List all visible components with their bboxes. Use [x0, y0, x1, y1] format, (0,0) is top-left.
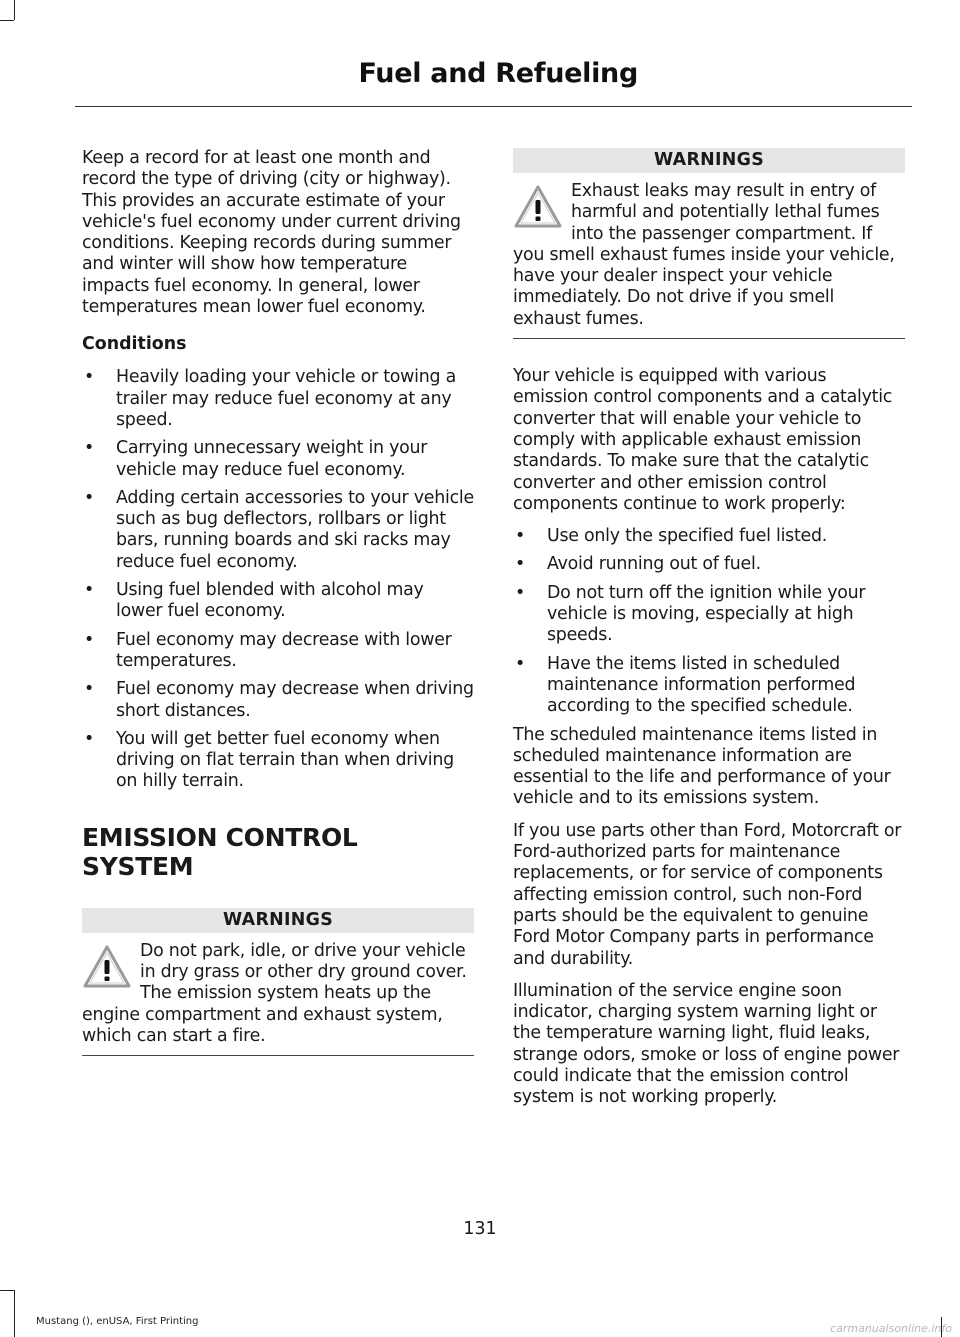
bullet-icon: •	[515, 526, 526, 547]
crop-mark	[0, 1290, 14, 1291]
footer-text: Mustang (), enUSA, First Printing	[36, 1316, 199, 1327]
warning-text: Do not park, idle, or drive your vehicle in dry grass or other dry ground cover. The emission system heats up the engine compartment and exhaust system, which can start a fire.	[82, 940, 467, 1046]
bullet-icon: •	[84, 679, 95, 700]
warning-triangle-icon	[82, 944, 132, 990]
illumination-paragraph: Illumination of the service engine soon indicator, charging system warning light or the temperature warning light, fluid leaks, strange odors, smoke or loss of engine power could indicate that the emission control system is not working properly.	[513, 980, 900, 1108]
intro-paragraph: Keep a record for at least one month and record the type of driving (city or highway). This provides an accurate estimate of your vehicle's fuel economy under current driving conditions. Keeping records during summer and winter will show how temperature impacts fuel economy. In general, lower temperatures mean lower fuel economy.	[82, 148, 461, 318]
parts-paragraph: If you use parts other than Ford, Motorcraft or Ford-authorized parts for maintenance replacements, or for service of components affecting emission control, such non-Ford parts should be the equivalent to genuine Ford Motor Company parts in performance and durability.	[513, 820, 902, 969]
conditions-list	[82, 367, 474, 792]
list-item: • Heavily loading your vehicle or towing a trailer may reduce fuel economy at any speed.	[84, 367, 456, 430]
list-item: • Using fuel blended with alcohol may lower fuel economy.	[84, 580, 424, 622]
bullet-icon: •	[84, 629, 95, 650]
list-item: • Fuel economy may decrease when driving short distances.	[84, 679, 474, 721]
page-title: Fuel and Refueling	[358, 58, 638, 89]
list-item: • Avoid running out of fuel.	[515, 554, 761, 575]
emission-list	[513, 526, 905, 717]
bullet-icon: •	[515, 582, 526, 603]
header-divider	[75, 106, 912, 107]
left-column	[82, 148, 474, 1056]
bullet-icon: •	[84, 728, 95, 749]
bullet-icon: •	[515, 554, 526, 575]
page-number: 131	[463, 1219, 497, 1239]
crop-mark	[14, 0, 15, 20]
list-item: • Have the items listed in scheduled maintenance information performed according to the specified schedule.	[515, 653, 856, 717]
bullet-icon: •	[84, 438, 95, 459]
section-heading: EMISSION CONTROL SYSTEM	[82, 822, 358, 881]
bullet-icon: •	[84, 580, 95, 601]
list-item: • Adding certain accessories to your vehicle such as bug deflectors, rollbars or light bars, running boards and ski racks may reduce fuel economy.	[84, 487, 474, 572]
warnings-label: WARNINGS	[82, 908, 474, 933]
maintenance-paragraph: The scheduled maintenance items listed in scheduled maintenance information are essential to the life and performance of your vehicle and to its emissions system.	[513, 724, 891, 809]
crop-mark	[14, 1290, 15, 1337]
watermark: carmanualsonline.info	[830, 1322, 952, 1335]
list-item: • Do not turn off the ignition while your vehicle is moving, especially at high speeds.	[515, 582, 866, 646]
warnings-label: WARNINGS	[513, 148, 905, 173]
crop-mark	[0, 20, 14, 21]
warning-box	[82, 933, 474, 1056]
warning-box	[513, 173, 905, 339]
warning-triangle-icon	[513, 184, 563, 230]
list-item: • You will get better fuel economy when driving on flat terrain than when driving on hilly terrain.	[84, 728, 454, 792]
warning-text: Exhaust leaks may result in entry of harmful and potentially lethal fumes into the passenger compartment. If you smell exhaust fumes inside your vehicle, have your dealer inspect your vehicle immediately. Do not drive if you smell exhaust fumes.	[513, 181, 895, 329]
bullet-icon: •	[84, 487, 95, 508]
emission-paragraph: Your vehicle is equipped with various emission control components and a catalytic converter that will enable your vehicle to comply with applicable exhaust emission standards. To make sure that the catalytic converter and other emission control components continue to work properly:	[513, 366, 893, 514]
list-item: • Fuel economy may decrease with lower temperatures.	[84, 629, 452, 671]
right-column	[513, 148, 905, 1120]
list-item: • Use only the specified fuel listed.	[515, 526, 828, 547]
conditions-heading: Conditions	[82, 334, 187, 355]
list-item: • Carrying unnecessary weight in your vehicle may reduce fuel economy.	[84, 438, 428, 480]
bullet-icon: •	[84, 367, 95, 388]
bullet-icon: •	[515, 653, 526, 674]
